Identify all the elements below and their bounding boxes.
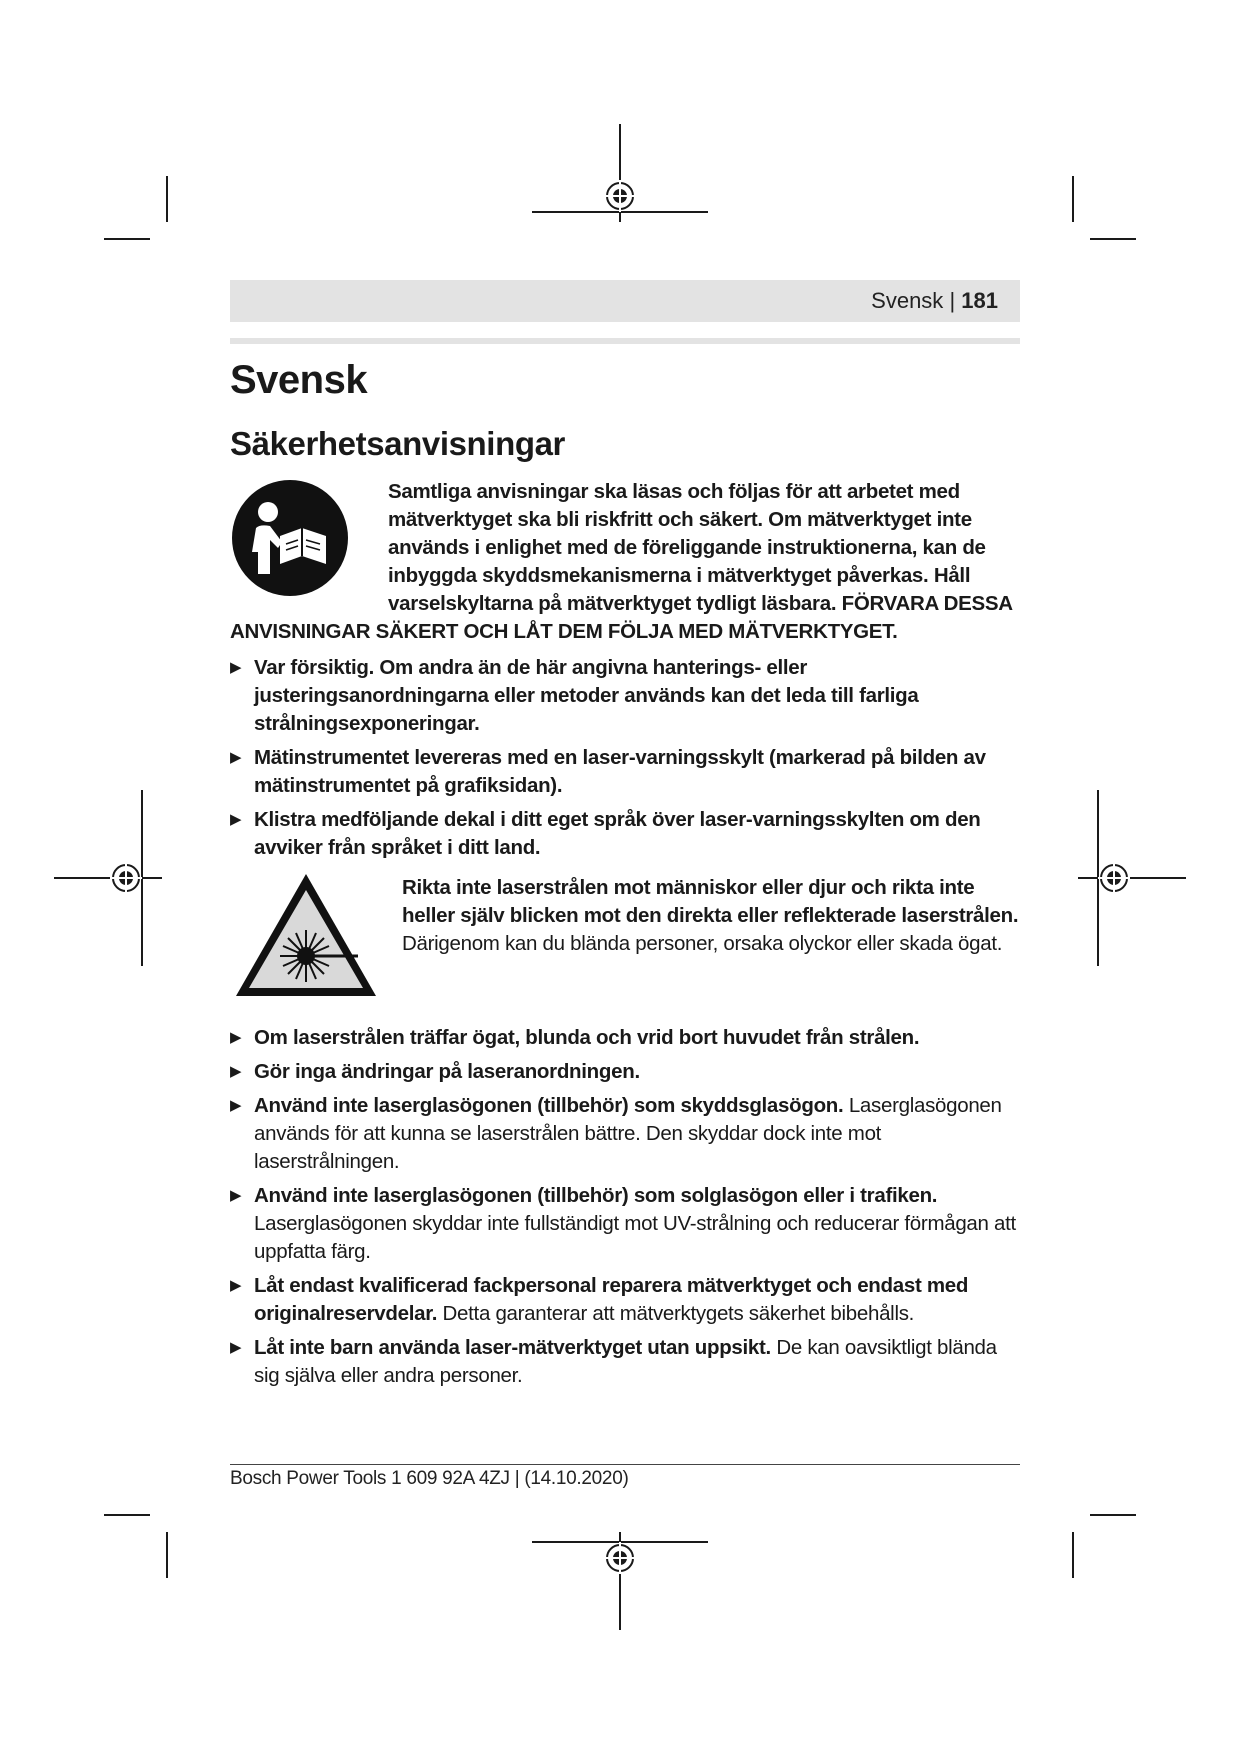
running-header <box>871 288 998 314</box>
bullet-bold-text: Var försiktig. Om andra än de här angivna hanterings- eller justeringsanordningarna eller metoder används kan det leda till farliga strålningsexponeringar. <box>254 656 919 735</box>
intro-block <box>230 478 1020 646</box>
page-number: 181 <box>961 288 998 313</box>
read-manual-icon <box>230 478 350 598</box>
registration-mark-icon <box>532 124 708 224</box>
page-title: Svensk <box>230 358 368 402</box>
laser-warning-icon <box>232 870 380 1000</box>
list-item <box>230 1092 1020 1176</box>
laser-warning-bold: Rikta inte laserstrålen mot människor eller djur och rikta inte heller själv blicken mot den direkta eller reflekterade laserstrålen. <box>402 876 1019 927</box>
laser-warning-block <box>230 870 1020 1008</box>
crop-mark <box>1072 1532 1074 1578</box>
intro-text: Samtliga anvisningar ska läsas och följas för att arbetet med mätverktyget ska bli riskfritt och säkert. Om mätverktyget inte används i enlighet med de föreliggande instruktionerna, kan de inbyggda skyddsmekanismerna i mätverktyget påverkas. Håll varselskyltarna på mätverktyget tydligt läsbara. FÖRVARA DESSA ANVISNINGAR SÄKERT OCH LÅT DEM FÖLJA MED MÄTVERKTYGET. <box>230 480 1012 643</box>
header-section-label: Svensk <box>871 288 944 313</box>
registration-mark-icon <box>532 1530 708 1630</box>
bullet-normal-text: Laserglasögonen används för att kunna se laserstrålen bättre. Den skyddar dock inte mot laserstrålningen. <box>254 1094 1002 1173</box>
laser-warning-normal: Därigenom kan du blända personer, orsaka olyckor eller skada ögat. <box>402 932 1003 955</box>
bullet-bold-text: Mätinstrumentet levereras med en laser-varningsskylt (markerad på bilden av mätinstrumentet på grafiksidan). <box>254 746 986 797</box>
list-item <box>230 1058 1020 1086</box>
bullet-bold-text: Klistra medföljande dekal i ditt eget språk över laser-varningsskylten om den avviker från språket i ditt land. <box>254 808 981 859</box>
crop-mark <box>1090 238 1136 240</box>
bullet-bold-text: Använd inte laserglasögonen (tillbehör) som solglasögon eller i trafiken. <box>254 1184 938 1207</box>
crop-mark <box>104 1514 150 1516</box>
bullet-bold-text: Om laserstrålen träffar ögat, blunda och vrid bort huvudet från strålen. <box>254 1026 920 1049</box>
section-title: Säkerhetsanvisningar <box>230 425 565 462</box>
crop-mark <box>1072 176 1074 222</box>
list-item <box>230 654 1020 738</box>
crop-mark <box>104 238 150 240</box>
list-item <box>230 1182 1020 1266</box>
crop-mark <box>166 176 168 222</box>
footer-rule <box>230 1464 1020 1465</box>
page-header <box>230 280 1020 322</box>
list-item <box>230 1334 1020 1390</box>
list-item <box>230 744 1020 800</box>
bullet-normal-text: Laserglasögonen skyddar inte fullständigt mot UV-strålning och reducerar förmågan att uppfatta färg. <box>254 1212 1016 1263</box>
bullet-normal-text: De kan oavsiktligt blända sig själva eller andra personer. <box>254 1336 997 1387</box>
registration-mark-icon <box>1076 790 1186 966</box>
bullet-bold-text: Låt endast kvalificerad fackpersonal reparera mätverktyget och endast med originalreservdelar. <box>254 1274 969 1325</box>
main-content <box>230 352 1020 1396</box>
list-item <box>230 806 1020 862</box>
bullet-bold-text: Använd inte laserglasögonen (tillbehör) som skyddsglasögon. <box>254 1094 844 1117</box>
safety-list-bottom <box>230 1024 1020 1390</box>
header-rule <box>230 338 1020 344</box>
list-item <box>230 1024 1020 1052</box>
registration-mark-icon <box>54 790 164 966</box>
page-footer: Bosch Power Tools 1 609 92A 4ZJ | (14.10.2020) <box>230 1468 629 1489</box>
bullet-bold-text: Låt inte barn använda laser-mätverktyget utan uppsikt. <box>254 1336 771 1359</box>
list-item <box>230 1272 1020 1328</box>
bullet-bold-text: Gör inga ändringar på laseranordningen. <box>254 1060 640 1083</box>
crop-mark <box>1090 1514 1136 1516</box>
crop-mark <box>166 1532 168 1578</box>
safety-list-top <box>230 654 1020 862</box>
bullet-normal-text: Detta garanterar att mätverktygets säkerhet bibehålls. <box>437 1302 915 1325</box>
header-separator: | <box>949 288 956 313</box>
